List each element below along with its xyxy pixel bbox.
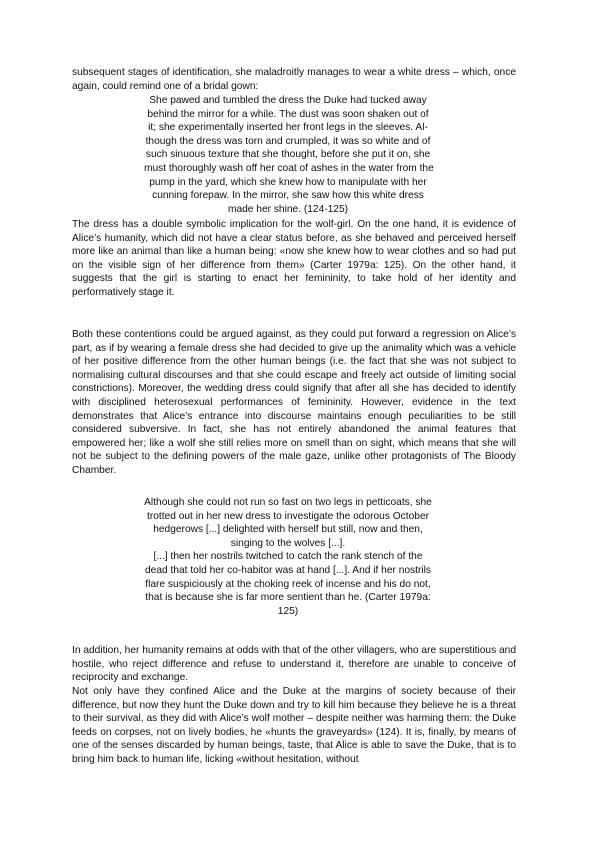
quote-line: singing to the wolves [...].	[230, 537, 346, 549]
quote-line: hedgerows [...] delighted with herself but still, now and then,	[153, 524, 423, 536]
quote-line: pump in the yard, which she knew how to manipulate with her	[149, 176, 427, 188]
quote-line: that is because she is far more sentient than he. (Carter 1979a:	[145, 592, 431, 604]
quote-line: flare suspiciously at the choking reek of incense and his do not,	[145, 578, 431, 590]
quote-line: She pawed and tumbled the dress the Duke had tucked away	[149, 95, 427, 106]
block-quote-petticoats	[144, 496, 432, 618]
quote-line: [...] then her nostrils twitched to catch the rank stench of the	[153, 551, 423, 563]
quote-line: cunning forepaw. In the mirror, she saw how this white dress	[152, 190, 424, 202]
block-quote-dress	[144, 94, 432, 216]
quote-line: 125)	[277, 605, 299, 617]
paragraph-confinement: Not only have they confined Alice and the Duke at the margins of society because of their difference, but now they hunt the Duke down and try to kill him because they believe he is a threat to their survival, as they did with Alice’s wolf mother – despite neither was harming them: the Duke feeds on corpses, not on lively bodies, he «hunts the graveyards» (124). It is, finally, by means of one of the senses discarded by human beings, taste, that Alice is able to save the Duke, that is to bring him back to human life, licking «without hesitation, without	[72, 686, 516, 765]
quote-line: dead that told her co-habitor was at hand [...]. And if her nostrils	[145, 564, 431, 576]
quote-line: made her shine. (124-125)	[227, 203, 349, 215]
quote-line: behind the mirror for a while. The dust was soon shaken out of	[147, 108, 429, 120]
quote-line: it; she experimentally inserted her front legs in the sleeves. Al-	[148, 122, 428, 134]
quote-line: Although she could not run so fast on two legs in petticoats, she	[144, 497, 432, 508]
paragraph-contentions: Both these contentions could be argued against, as they could put forward a regression on Alice’s part, as if by wearing a female dress she had decided to give up the animality which was a vehicle of her positive difference from the other human beings (i.e. the fact that she was not subject to normalising cultural discourses and that she could escape and freely act outside of limiting social constrictions). Moreover, the wedding dress could signify that after all she has decided to identify with disciplined heterosexual performances of femininity. However, evidence in the text demonstrates that Alice’s entrance into discourse maintains enough peculiarities to be still considered subversive. In fact, she has not entirely abandoned the animal features that empowered her; like a wolf she still relies more on smell than on sight, which means that she will not be subject to the defining powers of the male gaze, unlike other protagonists of The Bloody Chamber.	[72, 329, 516, 476]
paragraph-intro: subsequent stages of identification, she maladroitly manages to wear a white dress – which, once again, could remind one of a bridal gown:	[72, 67, 516, 92]
quote-line: must thoroughly wash off her coat of ashes in the water from the	[144, 162, 434, 174]
quote-line: such sinuous texture that she thought, before she put it on, she	[145, 149, 431, 161]
quote-line: trotted out in her new dress to investigate the odorous October	[146, 510, 430, 522]
quote-line: though the dress was torn and crumpled, it was so white and of	[145, 135, 431, 147]
paragraph-villagers: In addition, her humanity remains at odds with that of the other villagers, who are superstitious and hostile, who reject difference and refuse to understand it, therefore are unable to conceive of reciprocity and exchange.	[72, 645, 516, 684]
paragraph-dress-symbolism: The dress has a double symbolic implication for the wolf-girl. On the one hand, it is evidence of Alice’s humanity, which did not have a clear status before, as she behaved and perceived herself more like an animal than like a human being: «now she knew how to wear clothes and so had put on the visible sign of her difference from them» (Carter 1979a: 125). On the other hand, it suggests that the girl is starting to enact her femininity, to take hold of her identity and performatively stage it.	[72, 219, 516, 298]
